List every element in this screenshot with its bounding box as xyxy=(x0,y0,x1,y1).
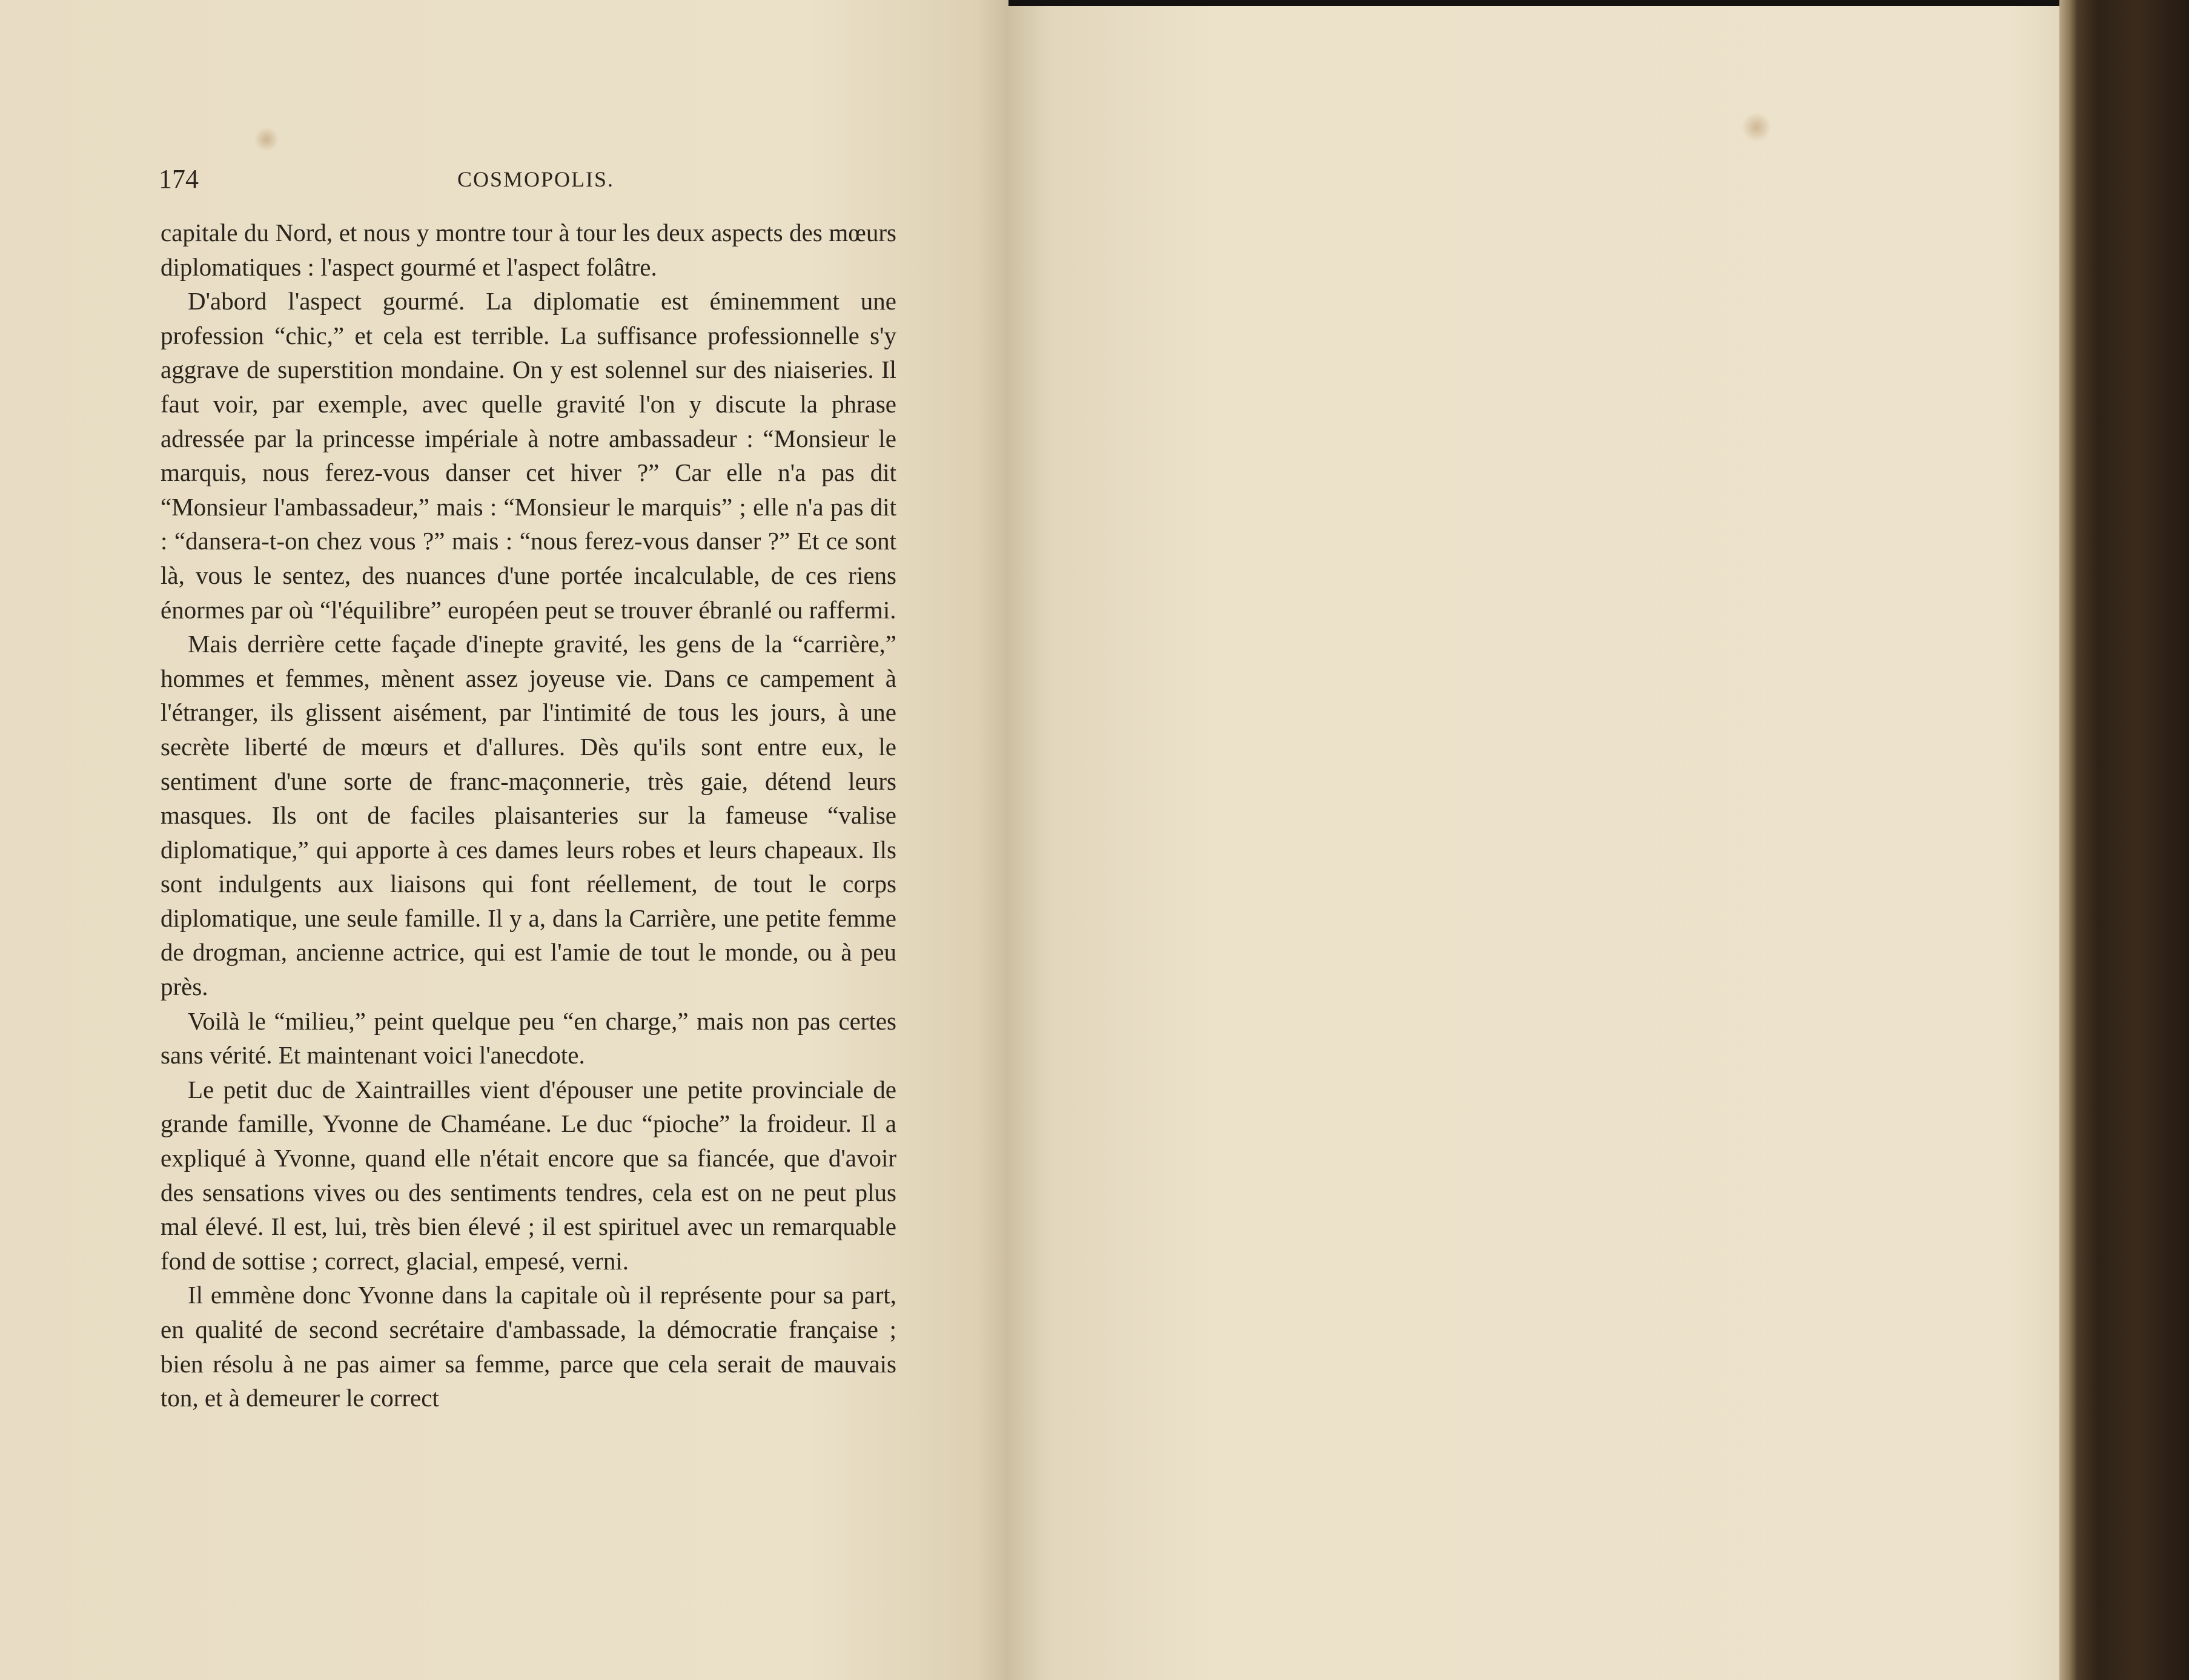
book-edge xyxy=(2059,0,2189,1680)
running-head: COSMOPOLIS. xyxy=(457,167,615,191)
paragraph: Il emmène donc Yvonne dans la capitale où il représente pour sa part, en qualité de second secrétaire d'ambassade, la démocratie française ; bien résolu à ne pas aimer sa femme, parce que cela serait de mauvais ton, et à demeurer le correct xyxy=(161,1281,896,1412)
right-page xyxy=(1008,6,2059,1680)
paragraph: capitale du Nord, et nous y montre tour à tour les deux aspects des mœurs diplomatiques : l'aspect gourmé et l'aspect folâtre. xyxy=(161,219,896,281)
left-page xyxy=(0,0,1008,1680)
page-number: 174 xyxy=(159,164,199,194)
paragraph: Le petit duc de Xaintrailles vient d'épouser une petite provinciale de grande famille, Yvonne de Chaméane. Le duc “pioche” la froideur. Il a expliqué à Yvonne, quand elle n'était encore que sa fiancée, que d'avoir des sensations vives ou des sentiments tendres, cela est on ne peut plus mal élevé. Il est, lui, très bien élevé ; il est spirituel avec un remarquable fond de sottise ; correct, glacial, empesé, verni. xyxy=(161,1075,896,1275)
body-text xyxy=(161,216,896,1415)
paragraph: Voilà le “milieu,” peint quelque peu “en charge,” mais non pas certes sans vérité. Et maintenant voici l'anecdote. xyxy=(161,1007,896,1070)
paper-stain xyxy=(1741,112,1772,142)
paragraph: Mais derrière cette façade d'inepte gravité, les gens de la “carrière,” hommes et femmes, mènent assez joyeuse vie. Dans ce campement à l'étranger, ils glissent aisément, par l'intimité de tous les jours, à une secrète liberté de mœurs et d'allures. Dès qu'ils sont entre eux, le sentiment d'une sorte de franc-maçonnerie, très gaie, détend leurs masques. Ils ont de faciles plaisanteries sur la fameuse “valise diplomatique,” qui apporte à ces dames leurs robes et leurs chapeaux. Ils sont indulgents aux liaisons qui font réellement, de tout le corps diplomatique, une seule famille. Il y a, dans la Carrière, une petite femme de drogman, ancienne actrice, qui est l'amie de tout le monde, ou à peu près. xyxy=(161,630,896,1001)
paper-stain xyxy=(254,127,279,151)
paragraph: D'abord l'aspect gourmé. La diplomatie est éminemment une profession “chic,” et cela est terrible. La suffisance professionnelle s'y aggrave de superstition mondaine. On y est solennel sur des niaiseries. Il faut voir, par exemple, avec quelle gravité l'on y discute la phrase adressée par la princesse impériale à notre ambassadeur : “Monsieur le marquis, nous ferez-vous danser cet hiver ?” Car elle n'a pas dit “Monsieur l'ambassadeur,” mais : “Monsieur le marquis” ; elle n'a pas dit : “dansera-t-on chez vous ?” mais : “nous ferez-vous danser ?” Et ce sont là, vous le sentez, des nuances d'une portée incalculable, de ces riens énormes par où “l'équilibre” européen peut se trouver ébranlé ou raffermi. xyxy=(161,287,896,624)
